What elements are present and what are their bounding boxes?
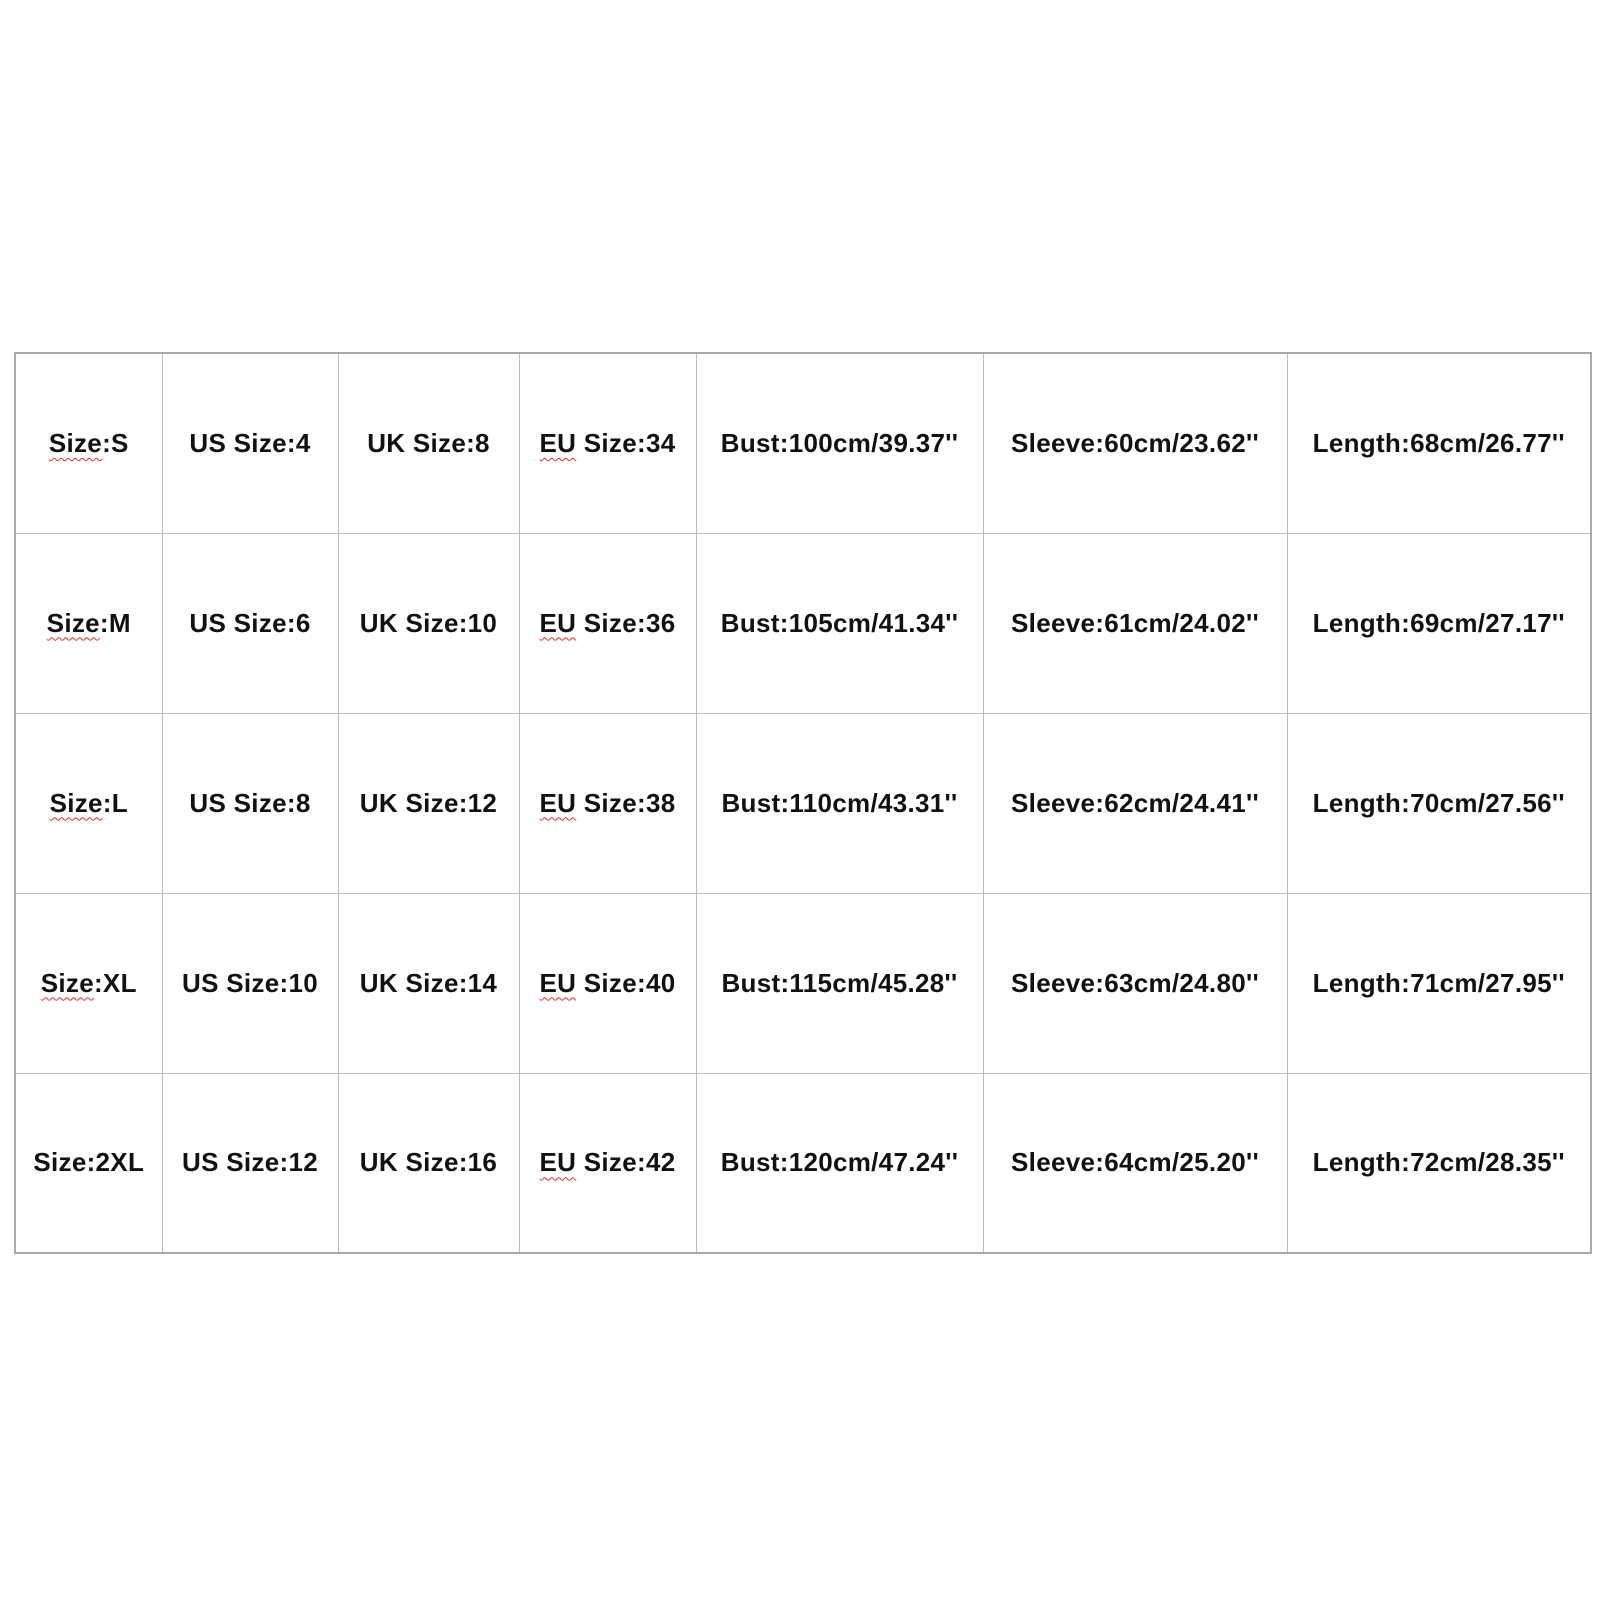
size-chart-body	[15, 353, 1591, 1253]
eu-label-value: Size:42	[576, 1147, 676, 1178]
size-cell	[15, 713, 162, 893]
sleeve-cell: Sleeve:62cm/24.41''	[983, 713, 1287, 893]
size-label-value: :M	[99, 607, 131, 638]
length-cell: Length:71cm/27.95''	[1287, 893, 1591, 1073]
eu-size-cell	[519, 533, 696, 713]
size-label-prefix: Size	[46, 607, 100, 638]
size-cell	[15, 353, 162, 533]
sleeve-cell: Sleeve:63cm/24.80''	[983, 893, 1287, 1073]
us-size-cell: US Size:8	[162, 713, 338, 893]
uk-size-cell: UK Size:14	[338, 893, 519, 1073]
eu-size-cell	[519, 893, 696, 1073]
uk-size-cell: UK Size:10	[338, 533, 519, 713]
bust-cell: Bust:105cm/41.34''	[696, 533, 983, 713]
size-label-value: Size:2XL	[33, 1147, 145, 1178]
sleeve-cell: Sleeve:64cm/25.20''	[983, 1073, 1287, 1253]
length-cell: Length:68cm/26.77''	[1287, 353, 1591, 533]
size-chart-table	[14, 352, 1592, 1254]
bust-cell: Bust:110cm/43.31''	[696, 713, 983, 893]
eu-size-cell	[519, 353, 696, 533]
uk-size-cell: UK Size:12	[338, 713, 519, 893]
size-cell	[15, 533, 162, 713]
length-cell: Length:72cm/28.35''	[1287, 1073, 1591, 1253]
size-cell	[15, 893, 162, 1073]
us-size-cell: US Size:4	[162, 353, 338, 533]
eu-label-prefix: EU	[539, 787, 577, 818]
size-label-value: :L	[102, 787, 128, 818]
length-cell: Length:70cm/27.56''	[1287, 713, 1591, 893]
size-label-prefix: Size	[48, 427, 103, 458]
eu-label-value: Size:40	[576, 967, 676, 998]
size-row-l	[15, 713, 1591, 893]
eu-size-cell	[519, 713, 696, 893]
sleeve-cell: Sleeve:60cm/23.62''	[983, 353, 1287, 533]
sleeve-cell: Sleeve:61cm/24.02''	[983, 533, 1287, 713]
eu-label-value: Size:34	[576, 427, 676, 458]
eu-label-prefix: EU	[539, 607, 577, 638]
eu-label-value: Size:36	[576, 607, 676, 638]
size-row-m	[15, 533, 1591, 713]
size-label-prefix: Size	[49, 787, 103, 818]
us-size-cell: US Size:10	[162, 893, 338, 1073]
us-size-cell: US Size:12	[162, 1073, 338, 1253]
bust-cell: Bust:115cm/45.28''	[696, 893, 983, 1073]
eu-label-prefix: EU	[539, 1147, 577, 1178]
us-size-cell: US Size:6	[162, 533, 338, 713]
size-row-xl	[15, 893, 1591, 1073]
size-label-prefix: Size	[40, 967, 94, 998]
size-cell	[15, 1073, 162, 1253]
size-row-s	[15, 353, 1591, 533]
size-row-2xl	[15, 1073, 1591, 1253]
length-cell: Length:69cm/27.17''	[1287, 533, 1591, 713]
uk-size-cell: UK Size:16	[338, 1073, 519, 1253]
bust-cell: Bust:120cm/47.24''	[696, 1073, 983, 1253]
bust-cell: Bust:100cm/39.37''	[696, 353, 983, 533]
size-label-value: :S	[102, 427, 129, 458]
eu-size-cell	[519, 1073, 696, 1253]
size-label-value: :XL	[93, 967, 137, 998]
eu-label-prefix: EU	[539, 427, 577, 458]
eu-label-value: Size:38	[576, 787, 676, 818]
eu-label-prefix: EU	[539, 967, 577, 998]
uk-size-cell: UK Size:8	[338, 353, 519, 533]
